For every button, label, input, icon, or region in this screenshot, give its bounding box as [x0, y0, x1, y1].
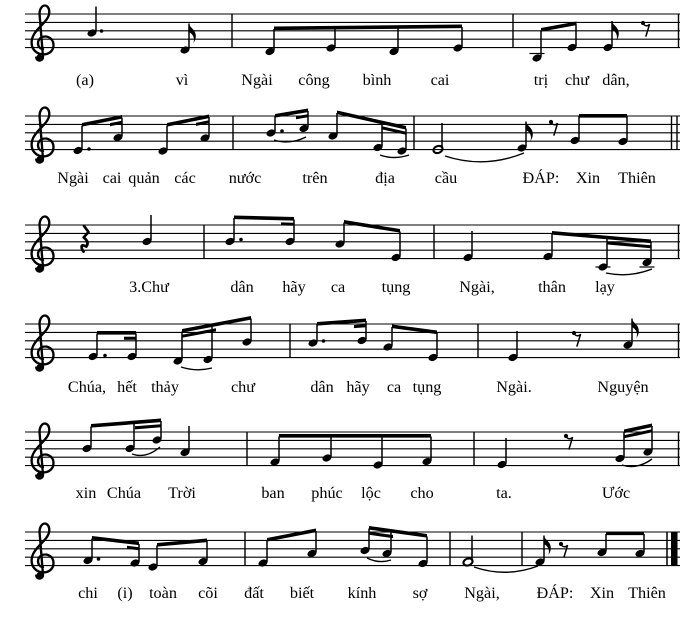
lyric-line	[76, 71, 630, 89]
lyric-syllable: 3.Chư	[129, 278, 169, 296]
quarter-rest	[82, 226, 89, 252]
beam	[541, 22, 577, 32]
eighth-flag	[544, 536, 551, 556]
lyric-syllable: dân	[230, 278, 254, 296]
note	[325, 28, 336, 53]
lyric-syllable: công	[298, 71, 330, 89]
note	[417, 537, 428, 569]
lyric-syllable: toàn	[149, 584, 177, 602]
beam-secondary	[135, 424, 161, 429]
note	[199, 117, 210, 143]
beam-secondary	[354, 324, 366, 328]
augmentation-dot	[103, 354, 107, 358]
beam	[97, 331, 136, 335]
lyric-syllable: cai	[430, 71, 450, 89]
note	[388, 28, 399, 57]
note	[427, 333, 438, 362]
lyric-syllable: các	[174, 169, 196, 187]
eighth-flag	[189, 24, 196, 44]
note	[634, 534, 645, 558]
beam-secondary	[127, 546, 139, 551]
note	[496, 438, 507, 469]
beam	[344, 220, 400, 233]
note	[82, 539, 100, 566]
staff-system	[25, 419, 680, 503]
beam	[337, 111, 406, 130]
note	[307, 325, 325, 348]
tie-slur	[474, 566, 538, 572]
note	[306, 531, 317, 558]
lyric-syllable: kính	[347, 584, 377, 602]
note	[112, 118, 123, 143]
lyric-syllable: dân,	[602, 71, 630, 89]
lyric-line	[78, 583, 666, 602]
lyric-syllable: Ước	[601, 484, 631, 502]
lyric-syllable: Xin	[575, 169, 601, 187]
note	[390, 232, 401, 263]
note	[507, 331, 518, 362]
note	[421, 437, 432, 467]
note	[617, 117, 628, 147]
beam	[274, 25, 462, 31]
lyric-syllable: xin	[75, 484, 97, 502]
lyric-line	[57, 168, 656, 187]
tie-slur	[606, 269, 652, 275]
eighth-rest	[559, 542, 568, 558]
lyric-syllable: nước	[228, 169, 262, 187]
note	[257, 541, 268, 568]
note	[264, 29, 275, 56]
lyric-syllable: Xin	[589, 584, 615, 602]
augmentation-dot	[280, 129, 284, 133]
beam-secondary	[196, 120, 209, 126]
note	[179, 426, 190, 457]
lyric-syllable: Thiên	[628, 584, 666, 602]
lyric-syllable: ban	[261, 484, 285, 502]
lyric-syllable: tụng	[381, 278, 411, 296]
eighth-flag	[632, 319, 639, 339]
augmentation-dot	[97, 557, 101, 561]
eighth-rest	[572, 331, 581, 347]
lyric-syllable: (a)	[76, 71, 94, 89]
note	[334, 223, 345, 249]
lyric-syllable: trên	[302, 169, 328, 187]
augmentation-dot	[239, 238, 243, 242]
lyric-syllable: cõi	[198, 584, 218, 602]
lyric-syllable: chư	[564, 71, 590, 89]
lyric-line	[68, 378, 649, 396]
eighth-rest	[641, 21, 650, 37]
lyric-syllable: cai	[102, 169, 122, 187]
lyric-syllable: ĐÁP:	[522, 169, 560, 187]
lyric-syllable: (i)	[117, 584, 133, 602]
note	[269, 437, 280, 467]
beam	[157, 539, 207, 547]
lyric-syllable: chi	[78, 584, 98, 602]
note	[542, 234, 553, 262]
lyric-line	[129, 278, 616, 296]
lyric-syllable: địa	[375, 169, 395, 187]
lyric-syllable: Ngài	[241, 71, 273, 89]
beam	[267, 529, 316, 542]
lyric-syllable: vì	[175, 71, 189, 89]
note	[566, 24, 577, 52]
note	[372, 123, 383, 152]
staff-system	[25, 6, 680, 90]
lyric-syllable: hết	[117, 378, 137, 396]
lyric-syllable: biết	[289, 584, 315, 602]
lyric-syllable: lộc	[361, 484, 381, 502]
lyric-syllable: hãy	[346, 378, 370, 396]
beam-secondary	[296, 114, 308, 119]
beam-secondary	[110, 121, 122, 127]
eighth-rest	[564, 434, 573, 450]
tie-slur	[445, 153, 524, 162]
lyric-syllable: phúc	[311, 484, 343, 502]
beam	[579, 114, 627, 118]
lyric-syllable: thân	[538, 278, 566, 296]
lyric-syllable: trị	[533, 71, 549, 89]
lyric-syllable: cho	[410, 484, 434, 502]
lyric-syllable: Ngài,	[459, 278, 495, 296]
lyric-syllable: thảy	[151, 378, 179, 396]
augmentation-dot	[322, 339, 326, 343]
beam	[234, 216, 294, 221]
lyric-syllable: bình	[362, 71, 392, 89]
note	[531, 31, 542, 63]
lyric-syllable: Ngài.	[496, 378, 532, 396]
note	[622, 319, 638, 350]
note	[147, 546, 158, 572]
lyric-syllable: ca	[386, 378, 402, 396]
tie-slur	[181, 367, 212, 370]
lyric-syllable: quản	[128, 169, 160, 187]
note	[569, 117, 580, 146]
lyric-syllable: sợ	[412, 584, 428, 602]
note	[516, 122, 532, 153]
note	[265, 117, 283, 138]
lyric-syllable: Chúa,	[67, 378, 107, 396]
beam	[606, 532, 644, 536]
lyric-syllable: lạy	[595, 278, 615, 296]
lyric-syllable: Chúa	[106, 484, 142, 502]
lyric-syllable: Trời	[168, 484, 196, 502]
lyric-syllable: dân	[310, 378, 334, 396]
lyric-syllable: Ngài,	[464, 584, 500, 602]
note	[597, 238, 608, 272]
lyric-syllable: đất	[244, 584, 264, 602]
final-barline	[671, 532, 678, 566]
note	[596, 534, 607, 557]
lyric-syllable: ĐÁP:	[536, 584, 574, 602]
beam-secondary	[124, 337, 136, 340]
lyric-syllable: ta.	[496, 484, 512, 502]
staff-system	[25, 316, 680, 397]
lyric-line	[76, 484, 631, 502]
note	[72, 126, 90, 156]
note	[327, 113, 338, 141]
lyric-syllable: Thiên	[618, 169, 656, 187]
staff-system	[25, 108, 680, 188]
lyric-syllable: tụng	[412, 378, 442, 396]
augmentation-dot	[87, 147, 91, 151]
note	[298, 111, 309, 133]
beam-secondary	[369, 532, 393, 538]
lyric-syllable: ca	[330, 278, 346, 296]
staff-system	[25, 215, 680, 296]
lyric-syllable: Ngài	[57, 169, 89, 187]
beam-secondary	[281, 222, 294, 225]
beam	[279, 434, 431, 438]
tie-slur	[380, 155, 409, 158]
lyric-syllable: cầu	[434, 169, 458, 187]
note	[141, 215, 152, 246]
lyric-syllable: hãy	[282, 278, 306, 296]
note	[372, 437, 383, 470]
tie-slur	[367, 558, 391, 562]
augmentation-dot	[100, 29, 104, 33]
note	[197, 541, 208, 566]
note	[382, 327, 393, 352]
lyric-syllable: Nguyện	[597, 378, 649, 396]
staff-system	[25, 524, 680, 603]
note	[614, 432, 625, 463]
note	[462, 231, 473, 262]
lyric-syllable: chư	[230, 378, 256, 396]
note	[124, 423, 135, 453]
